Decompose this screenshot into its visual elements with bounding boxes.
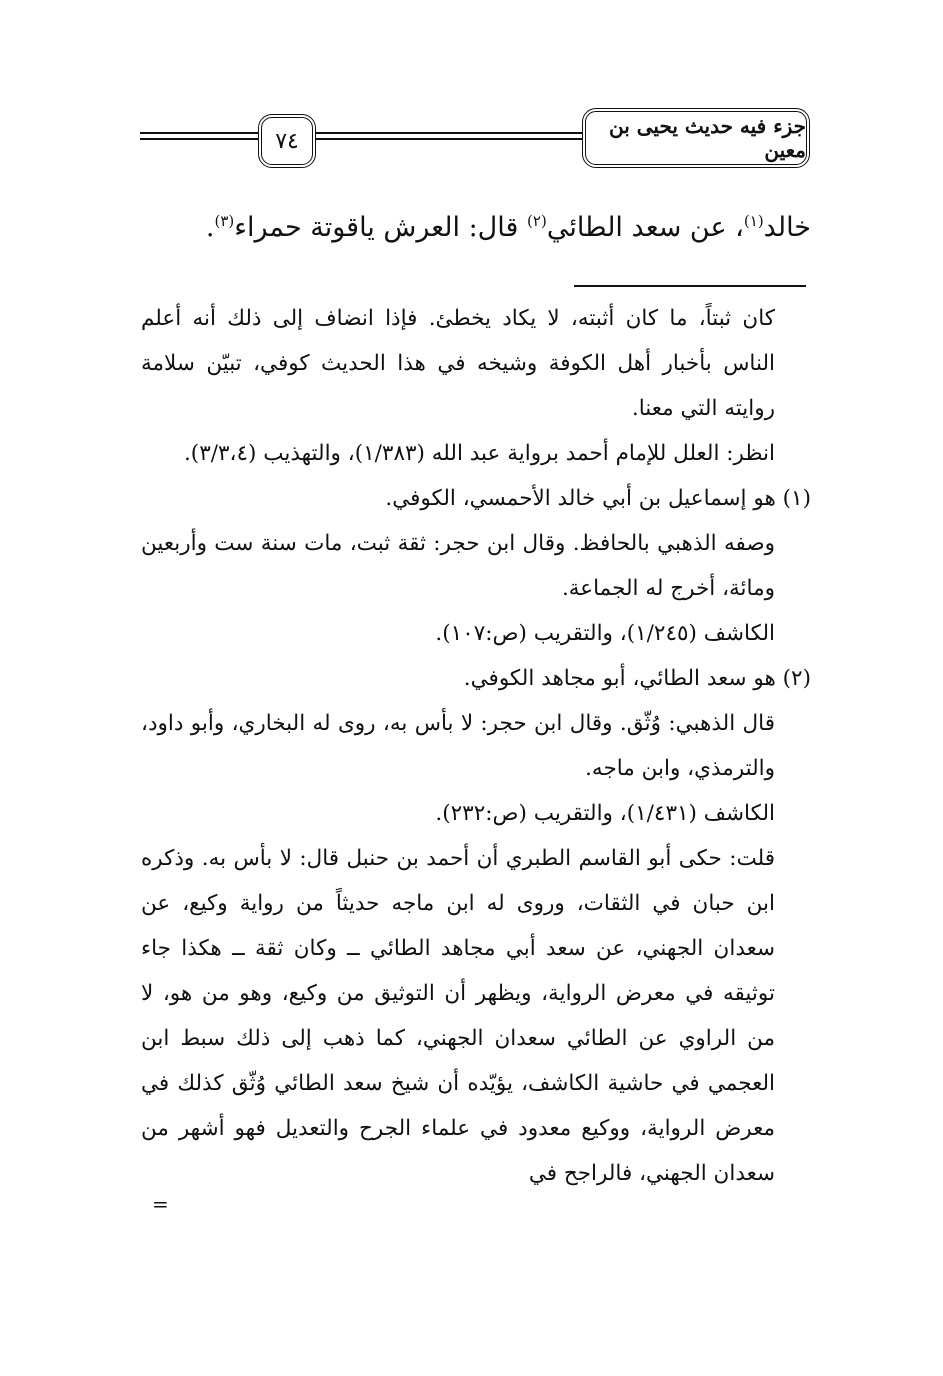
page-header xyxy=(140,108,810,168)
footnote-paragraph: قال الذهبي: وُثّق. وقال ابن حجر: لا بأس به، روى له البخاري، وأبو داود، والترمذي، وابن ماجه. xyxy=(141,711,775,781)
main-text-part-3: قال: العرش ياقوتة حمراء xyxy=(234,212,528,243)
book-title: جزء فيه حديث يحيى بن معين xyxy=(582,108,810,168)
header-rule-middle xyxy=(310,132,595,134)
footnote-heading: (٢) هو سعد الطائي، أبو مجاهد الكوفي. xyxy=(463,666,811,691)
page-number: ٧٤ xyxy=(258,114,316,168)
footnote-paragraph: قلت: حكى أبو القاسم الطبري أن أحمد بن حنبل قال: لا بأس به. وذكره ابن حبان في الثقات، وروى له ابن ماجه حديثاً من رواية وكيع، عن سعدان الجهني، عن سعد أبي مجاهد الطائي ــ وكان ثقة ــ هكذا جاء توثيقه في معرض الرواية، ويظهر أن التوثيق من وكيع، وهو من هو، لا من الراوي عن الطائي سعدان الجهني، كما ذهب إلى ذلك سبط ابن العجمي في حاشية الكاشف، يؤيّده أن شيخ سعد الطائي وُثّق كذلك في معرض الرواية، ووكيع معدود في علماء الجرح والتعديل فهو أشهر من سعدان الجهني، فالراجح في xyxy=(141,846,775,1186)
continuation-mark: = xyxy=(152,1192,169,1216)
footnote-separator xyxy=(574,285,806,287)
footnote-ref-3: (٣) xyxy=(214,212,235,230)
header-rule-left-2 xyxy=(140,138,260,140)
footnotes xyxy=(141,296,811,1196)
footnote-paragraph: الكاشف (١/٤٣١)، والتقريب (ص:٢٣٢). xyxy=(435,801,775,826)
footnote-heading: (١) هو إسماعيل بن أبي خالد الأحمسي، الكوفي. xyxy=(385,486,811,511)
footnote-ref-2: (٢) xyxy=(527,212,547,230)
header-rule-left xyxy=(140,132,260,134)
header-rule-middle-2 xyxy=(310,138,595,140)
footnote-paragraph: وصفه الذهبي بالحافظ. وقال ابن حجر: ثقة ثبت، مات سنة ست وأربعين ومائة، أخرج له الجماعة. xyxy=(141,531,775,601)
main-text xyxy=(131,210,811,245)
footnote-ref-1: (١) xyxy=(743,212,764,230)
footnote-paragraph: انظر: العلل للإمام أحمد برواية عبد الله (١/٣٨٣)، والتهذيب (٣/٣،٤). xyxy=(183,441,775,466)
main-text-part-1: خالد xyxy=(763,212,811,243)
main-text-end: . xyxy=(205,212,215,243)
footnote-paragraph: كان ثبتاً، ما كان أثبته، لا يكاد يخطئ. فإذا انضاف إلى ذلك أنه أعلم الناس بأخبار أهل الكوفة وشيخه في هذا الحديث كوفي، تبيّن سلامة روايته التي معنا. xyxy=(141,306,775,421)
footnote-paragraph: الكاشف (١/٢٤٥)، والتقريب (ص:١٠٧). xyxy=(435,621,775,646)
main-text-part-2: ، عن سعد الطائي xyxy=(546,212,744,243)
